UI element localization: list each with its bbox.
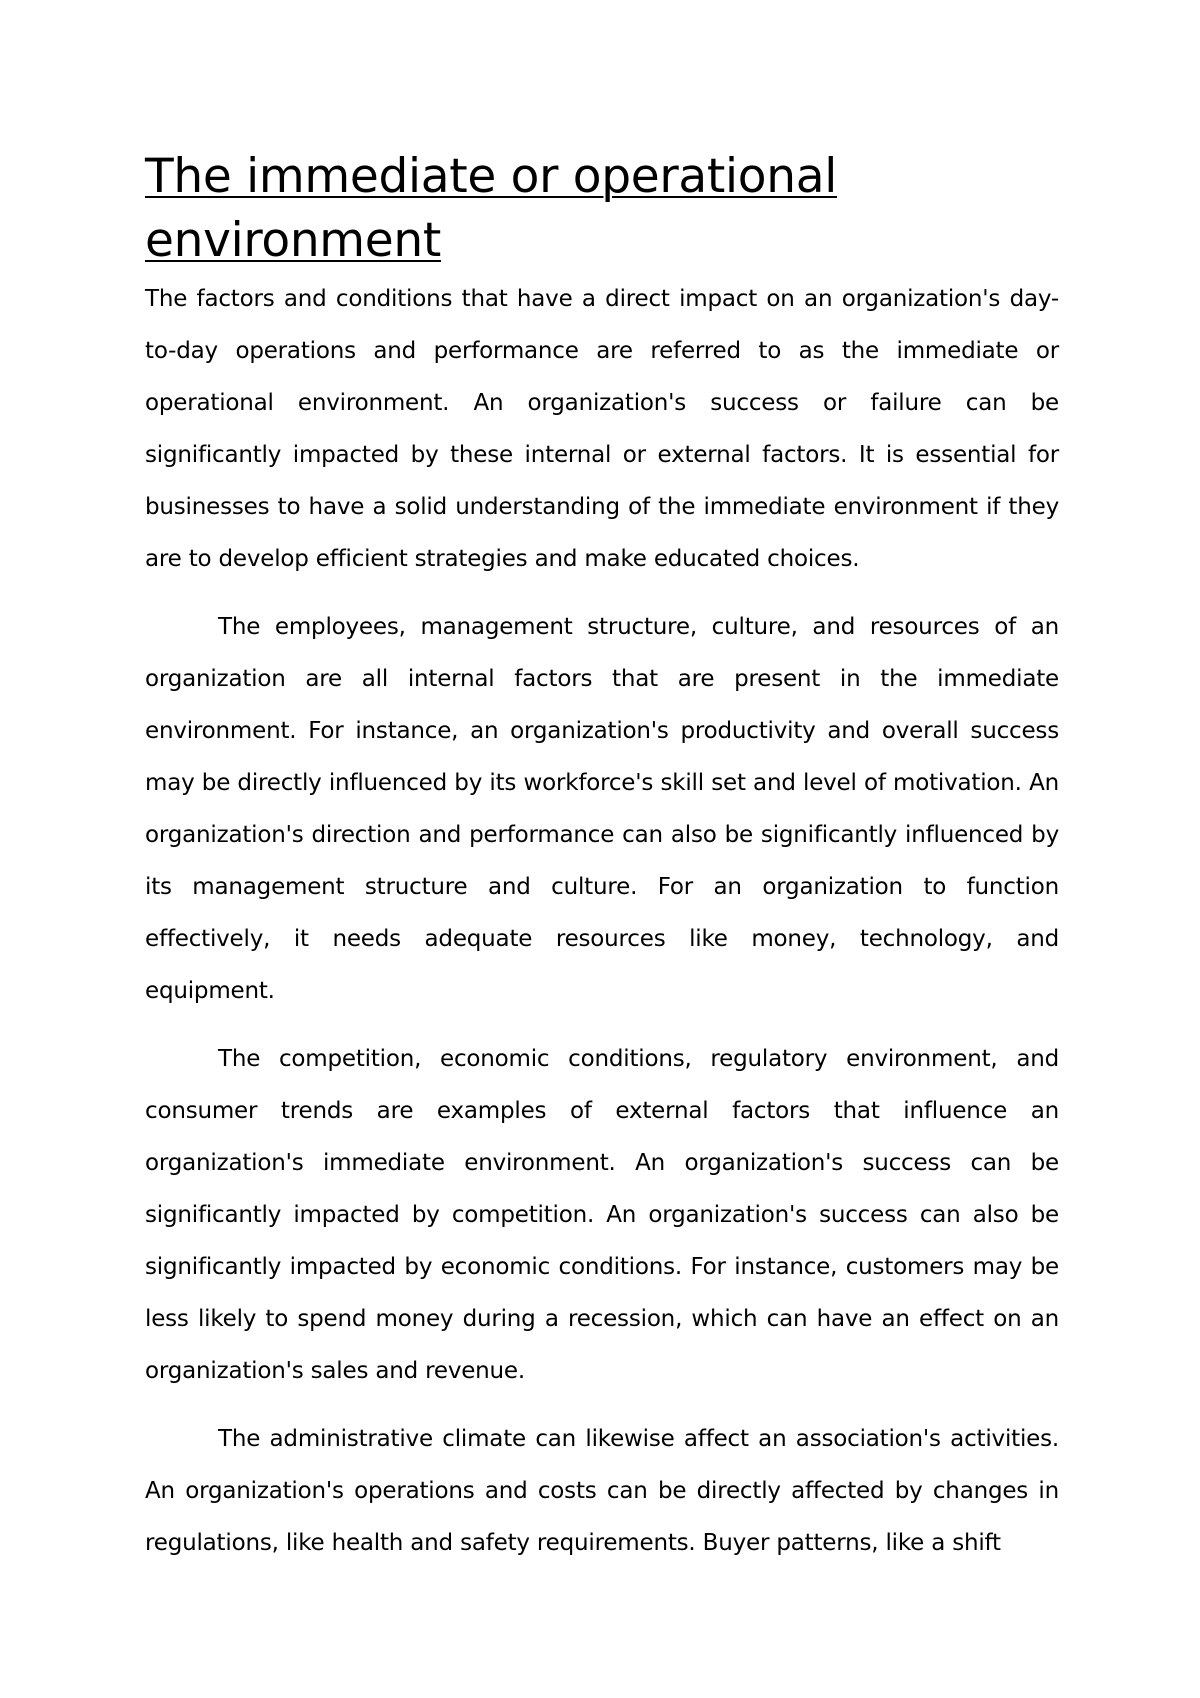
paragraph-3: The competition, economic conditions, regulatory environment, and consumer trends are examples of external factors that influence an organization's immediate environment. An organization's success can be significantly impacted by competition. An organization's success can also be significantly impacted by economic conditions. For instance, customers may be less likely to spend money during a recession, which can have an effect on an organization's sales and revenue.	[145, 1046, 1059, 1384]
paragraph-4: The administrative climate can likewise affect an association's activities. An organization's operations and costs can be directly affected by changes in regulations, like health and safety requirements. Buyer patterns, like a shift	[145, 1426, 1059, 1556]
paragraph-2: The employees, management structure, culture, and resources of an organization are all internal factors that are present in the immediate environment. For instance, an organization's productivity and overall success may be directly influenced by its workforce's skill set and level of motivation. An organization's direction and performance can also be significantly influenced by its management structure and culture. For an organization to function effectively, it needs adequate resources like money, technology, and equipment.	[145, 614, 1059, 1004]
document-body	[145, 145, 1059, 1569]
paragraph-1: The factors and conditions that have a direct impact on an organization's day-to-day operations and performance are referred to as the immediate or operational environment. An organization's success or failure can be significantly impacted by these internal or external factors. It is essential for businesses to have a solid understanding of the immediate environment if they are to develop efficient strategies and make educated choices.	[145, 286, 1059, 572]
document-title: The immediate or operational environment	[145, 149, 838, 268]
